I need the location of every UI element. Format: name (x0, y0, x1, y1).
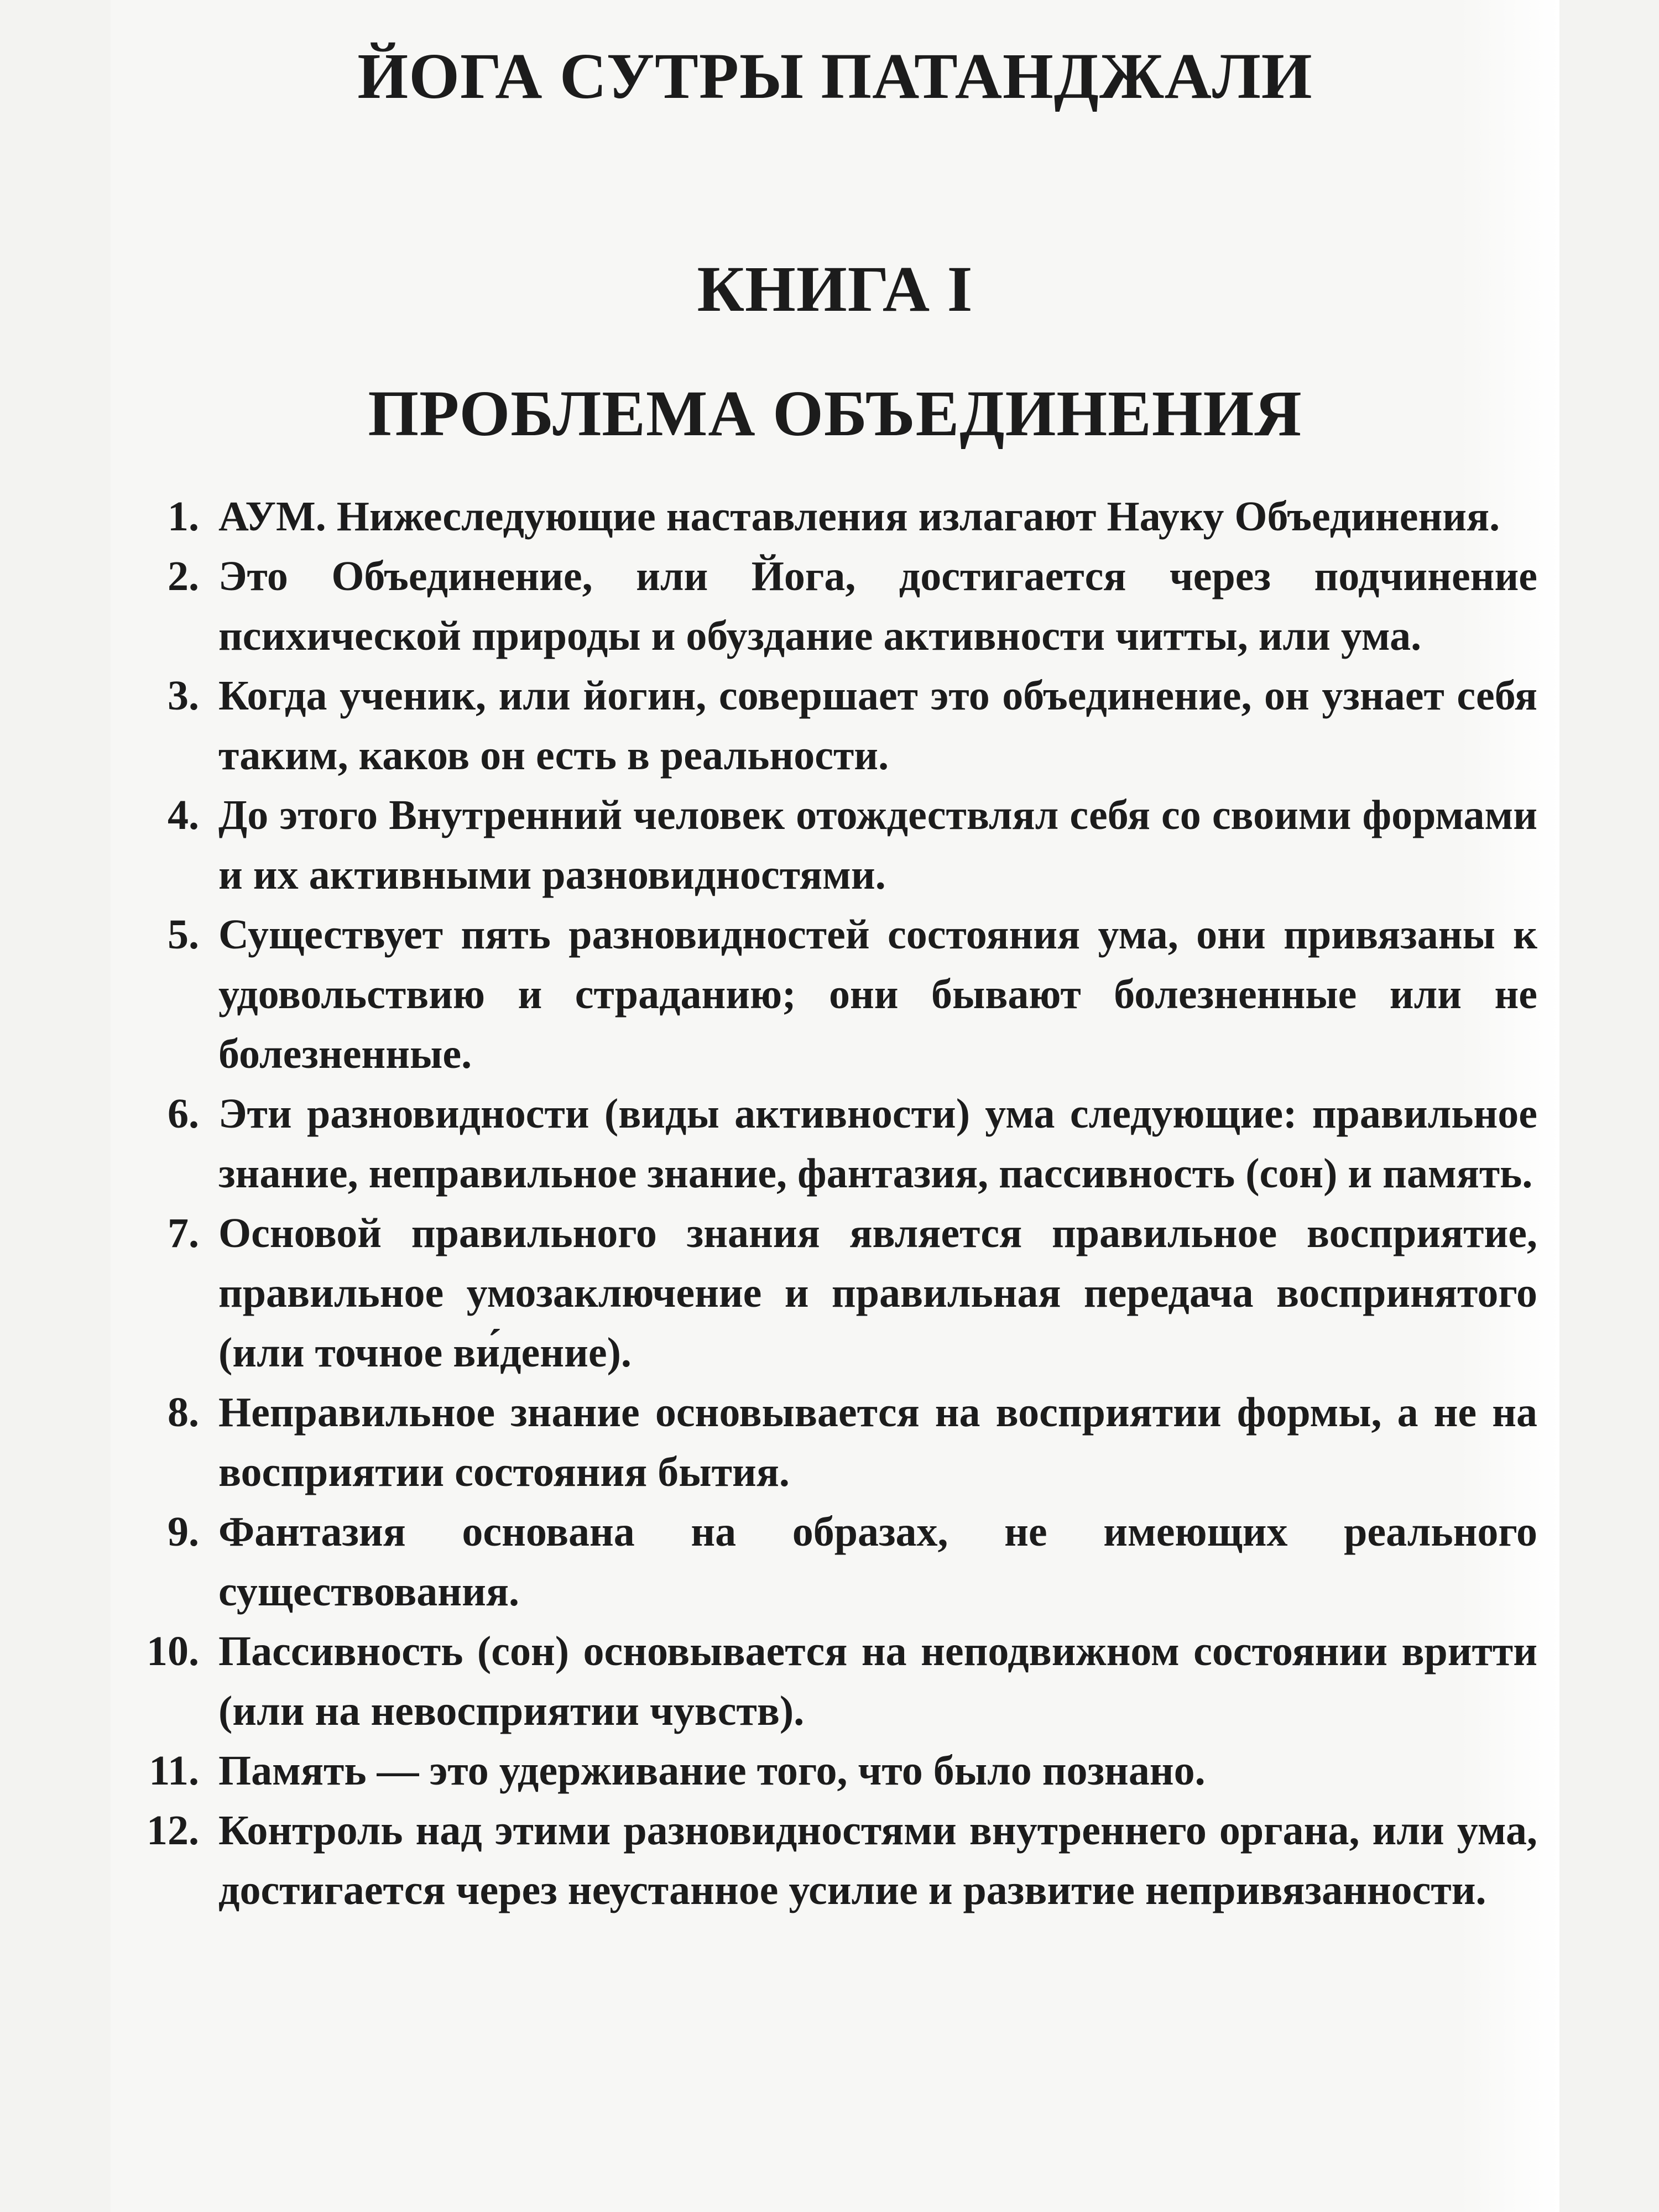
sutra-number: 8. (168, 1389, 199, 1436)
sutra-item (122, 1502, 1537, 1621)
sutra-list (122, 487, 1537, 1920)
sutra-number: 4. (168, 792, 199, 838)
sutra-item (122, 1203, 1537, 1383)
sutra-number: 1. (168, 493, 199, 540)
sutra-number: 10. (147, 1628, 199, 1674)
sutra-number: 9. (168, 1509, 199, 1555)
sutra-item (122, 1621, 1537, 1741)
sutra-text: Основой правильного знания является правильное восприятие, правильное умозаключение и правильная передача воспринятого (или точное ви́дение). (218, 1210, 1537, 1376)
sutra-text: Память — это удерживание того, что было познано. (218, 1747, 1206, 1794)
sutra-text: АУМ. Нижеследующие наставления излагают Науку Объединения. (218, 493, 1500, 540)
page-title: ЙОГА СУТРЫ ПАТАНДЖАЛИ (357, 40, 1313, 112)
sutra-number: 3. (168, 672, 199, 719)
sutra-item (122, 1801, 1537, 1920)
sutra-text: Пассивность (сон) основывается на неподвижном состоянии вритти (или на невосприятии чувств). (218, 1628, 1537, 1734)
sutra-number: 6. (168, 1091, 199, 1137)
sutra-item (122, 905, 1537, 1084)
sutra-item (122, 666, 1537, 785)
sutra-text: Контроль над этими разновидностями внутреннего органа, или ума, достигается через неустанное усилие и развитие непривязанности. (218, 1807, 1537, 1913)
sutra-item (122, 1084, 1537, 1203)
sutra-text: Это Объединение, или Йога, достигается через подчинение психической природы и обуздание активности читты, или ума. (218, 553, 1537, 659)
sutra-text: До этого Внутренний человек отождествлял себя со своими формами и их активными разновидностями. (218, 792, 1537, 898)
sutra-number: 5. (168, 911, 199, 958)
sutra-number: 11. (149, 1747, 199, 1794)
sutra-number: 7. (168, 1210, 199, 1256)
sutra-text: Существует пять разновидностей состояния ума, они привязаны к удовольствию и страданию; они бывают болезненные или не болезненные. (218, 911, 1537, 1077)
chapter-heading: ПРОБЛЕМА ОБЪЕДИНЕНИЯ (368, 377, 1302, 450)
sutra-text: Неправильное знание основывается на восприятии формы, а не на восприятии состояния бытия. (218, 1389, 1537, 1495)
book-heading: КНИГА I (697, 253, 973, 325)
sutra-item (122, 546, 1537, 666)
sutra-item (122, 1383, 1537, 1502)
sutra-text: Когда ученик, или йогин, совершает это объединение, он узнает себя таким, каков он есть в реальности. (218, 672, 1537, 779)
sutra-number: 12. (147, 1807, 199, 1854)
sutra-item (122, 1741, 1537, 1801)
sutra-number: 2. (168, 553, 199, 599)
sutra-item (122, 785, 1537, 905)
sutra-item (122, 487, 1537, 546)
sutra-text: Эти разновидности (виды активности) ума следующие: правильное знание, неправильное знание, фантазия, пассивность (сон) и память. (218, 1091, 1537, 1197)
sutra-text: Фантазия основана на образах, не имеющих реального существования. (218, 1509, 1537, 1615)
